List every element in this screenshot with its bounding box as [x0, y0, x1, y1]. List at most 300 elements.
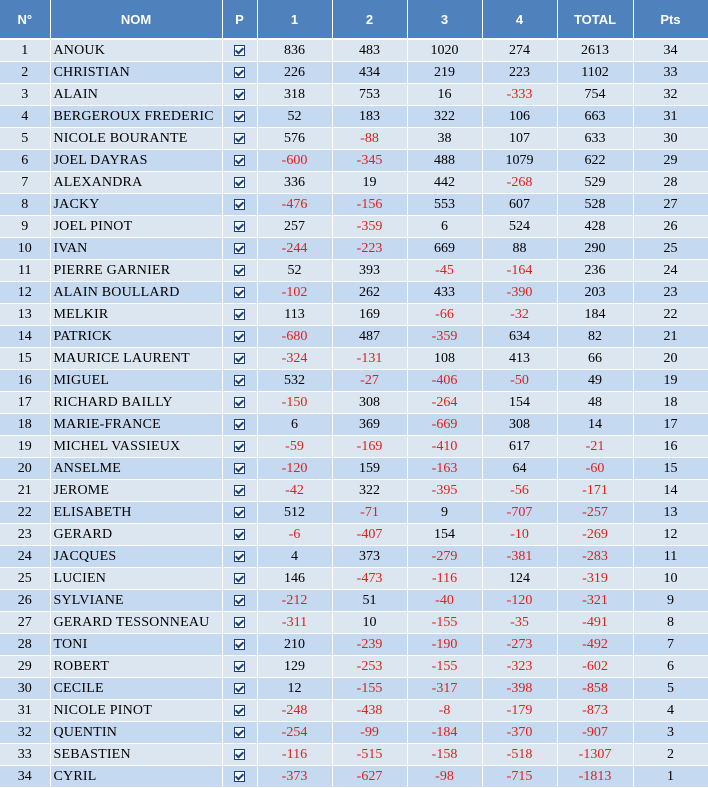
cell-round-1: 113 — [257, 304, 332, 326]
cell-name: GERARD TESSONNEAU — [50, 612, 222, 634]
cell-round-3: -40 — [407, 590, 482, 612]
cell-total: -1307 — [557, 744, 633, 766]
cell-pts: 18 — [633, 392, 708, 414]
table-row — [0, 656, 708, 678]
cell-total: 529 — [557, 172, 633, 194]
cell-round-4: -707 — [482, 502, 557, 524]
table-row — [0, 744, 708, 766]
cell-round-4: -715 — [482, 766, 557, 788]
cell-total: 184 — [557, 304, 633, 326]
cell-round-2: -156 — [332, 194, 407, 216]
cell-round-4: -179 — [482, 700, 557, 722]
cell-round-2: 169 — [332, 304, 407, 326]
cell-num: 24 — [0, 546, 50, 568]
cell-round-2: 393 — [332, 260, 407, 282]
cell-round-4: 124 — [482, 568, 557, 590]
cell-presence[interactable] — [222, 194, 257, 216]
cell-round-4: -35 — [482, 612, 557, 634]
checkbox-checked-icon[interactable] — [234, 771, 245, 782]
cell-round-4: -56 — [482, 480, 557, 502]
cell-presence[interactable] — [222, 62, 257, 84]
cell-name: MIGUEL — [50, 370, 222, 392]
cell-num: 14 — [0, 326, 50, 348]
cell-round-3: 669 — [407, 238, 482, 260]
cell-round-4: 223 — [482, 62, 557, 84]
cell-round-1: 146 — [257, 568, 332, 590]
cell-presence[interactable] — [222, 502, 257, 524]
cell-round-1: 210 — [257, 634, 332, 656]
cell-round-4: 524 — [482, 216, 557, 238]
cell-round-1: 576 — [257, 128, 332, 150]
cell-round-3: -116 — [407, 568, 482, 590]
cell-num: 10 — [0, 238, 50, 260]
cell-name: NICOLE PINOT — [50, 700, 222, 722]
table-row — [0, 458, 708, 480]
cell-total: 66 — [557, 348, 633, 370]
checkbox-checked-icon[interactable] — [234, 67, 245, 78]
table-row — [0, 524, 708, 546]
cell-round-1: -6 — [257, 524, 332, 546]
cell-round-3: 322 — [407, 106, 482, 128]
checkbox-checked-icon[interactable] — [234, 199, 245, 210]
cell-presence[interactable] — [222, 39, 257, 62]
cell-presence[interactable] — [222, 84, 257, 106]
checkbox-checked-icon[interactable] — [234, 331, 245, 342]
cell-total: 236 — [557, 260, 633, 282]
checkbox-checked-icon[interactable] — [234, 551, 245, 562]
cell-round-1: 52 — [257, 106, 332, 128]
cell-num: 12 — [0, 282, 50, 304]
cell-presence[interactable] — [222, 348, 257, 370]
cell-num: 27 — [0, 612, 50, 634]
cell-presence[interactable] — [222, 546, 257, 568]
cell-presence[interactable] — [222, 612, 257, 634]
cell-total: -907 — [557, 722, 633, 744]
cell-round-2: -438 — [332, 700, 407, 722]
cell-total: 633 — [557, 128, 633, 150]
cell-num: 3 — [0, 84, 50, 106]
cell-name: MAURICE LAURENT — [50, 348, 222, 370]
cell-name: CYRIL — [50, 766, 222, 788]
table-row — [0, 326, 708, 348]
cell-num: 7 — [0, 172, 50, 194]
cell-round-4: 107 — [482, 128, 557, 150]
cell-round-3: -66 — [407, 304, 482, 326]
cell-round-1: 12 — [257, 678, 332, 700]
cell-num: 25 — [0, 568, 50, 590]
cell-round-1: 257 — [257, 216, 332, 238]
cell-total: -492 — [557, 634, 633, 656]
cell-round-4: -398 — [482, 678, 557, 700]
cell-total: -873 — [557, 700, 633, 722]
checkbox-checked-icon[interactable] — [234, 617, 245, 628]
cell-total: -491 — [557, 612, 633, 634]
header-round-2: 2 — [332, 0, 407, 39]
checkbox-checked-icon[interactable] — [234, 287, 245, 298]
cell-total: -1813 — [557, 766, 633, 788]
cell-presence[interactable] — [222, 722, 257, 744]
cell-total: -60 — [557, 458, 633, 480]
table-row — [0, 106, 708, 128]
cell-name: ANSELME — [50, 458, 222, 480]
cell-name: MELKIR — [50, 304, 222, 326]
checkbox-checked-icon[interactable] — [234, 133, 245, 144]
table-row — [0, 304, 708, 326]
cell-round-4: -390 — [482, 282, 557, 304]
cell-round-3: -190 — [407, 634, 482, 656]
cell-pts: 24 — [633, 260, 708, 282]
cell-total: 82 — [557, 326, 633, 348]
cell-num: 21 — [0, 480, 50, 502]
cell-round-3: -359 — [407, 326, 482, 348]
header-pts: Pts — [633, 0, 708, 39]
checkbox-checked-icon[interactable] — [234, 485, 245, 496]
cell-num: 29 — [0, 656, 50, 678]
cell-presence[interactable] — [222, 216, 257, 238]
cell-presence[interactable] — [222, 392, 257, 414]
cell-round-4: -381 — [482, 546, 557, 568]
cell-round-4: -268 — [482, 172, 557, 194]
cell-pts: 5 — [633, 678, 708, 700]
cell-presence[interactable] — [222, 590, 257, 612]
cell-round-1: -150 — [257, 392, 332, 414]
cell-total: 528 — [557, 194, 633, 216]
cell-round-3: -264 — [407, 392, 482, 414]
cell-total: 622 — [557, 150, 633, 172]
cell-round-2: 322 — [332, 480, 407, 502]
cell-round-4: 413 — [482, 348, 557, 370]
table-row — [0, 634, 708, 656]
cell-total: 48 — [557, 392, 633, 414]
checkbox-checked-icon[interactable] — [234, 375, 245, 386]
cell-round-2: -71 — [332, 502, 407, 524]
cell-round-1: 532 — [257, 370, 332, 392]
cell-round-2: -253 — [332, 656, 407, 678]
cell-round-1: 6 — [257, 414, 332, 436]
cell-round-1: -248 — [257, 700, 332, 722]
checkbox-checked-icon[interactable] — [234, 265, 245, 276]
cell-name: SYLVIANE — [50, 590, 222, 612]
cell-round-3: 38 — [407, 128, 482, 150]
cell-total: 754 — [557, 84, 633, 106]
cell-pts: 19 — [633, 370, 708, 392]
cell-round-3: 108 — [407, 348, 482, 370]
cell-name: GERARD — [50, 524, 222, 546]
cell-round-2: -99 — [332, 722, 407, 744]
cell-round-2: 483 — [332, 39, 407, 62]
cell-round-3: 488 — [407, 150, 482, 172]
cell-pts: 27 — [633, 194, 708, 216]
cell-total: -171 — [557, 480, 633, 502]
cell-pts: 16 — [633, 436, 708, 458]
cell-pts: 25 — [633, 238, 708, 260]
cell-round-4: -333 — [482, 84, 557, 106]
checkbox-checked-icon[interactable] — [234, 573, 245, 584]
cell-name: QUENTIN — [50, 722, 222, 744]
checkbox-checked-icon[interactable] — [234, 661, 245, 672]
cell-round-1: -116 — [257, 744, 332, 766]
cell-round-3: 433 — [407, 282, 482, 304]
checkbox-checked-icon[interactable] — [234, 353, 245, 364]
cell-round-1: -254 — [257, 722, 332, 744]
table-row — [0, 84, 708, 106]
cell-total: 1102 — [557, 62, 633, 84]
cell-round-4: 308 — [482, 414, 557, 436]
cell-name: CECILE — [50, 678, 222, 700]
cell-total: -858 — [557, 678, 633, 700]
cell-num: 4 — [0, 106, 50, 128]
checkbox-checked-icon[interactable] — [234, 243, 245, 254]
table-row — [0, 216, 708, 238]
cell-round-3: 6 — [407, 216, 482, 238]
cell-round-4: -50 — [482, 370, 557, 392]
cell-total: -257 — [557, 502, 633, 524]
checkbox-checked-icon[interactable] — [234, 683, 245, 694]
cell-total: -319 — [557, 568, 633, 590]
cell-presence[interactable] — [222, 414, 257, 436]
cell-pts: 30 — [633, 128, 708, 150]
cell-round-2: -359 — [332, 216, 407, 238]
cell-round-3: -155 — [407, 656, 482, 678]
checkbox-checked-icon[interactable] — [234, 309, 245, 320]
cell-round-1: -373 — [257, 766, 332, 788]
checkbox-checked-icon[interactable] — [234, 155, 245, 166]
cell-total: 290 — [557, 238, 633, 260]
table-row — [0, 436, 708, 458]
checkbox-checked-icon[interactable] — [234, 111, 245, 122]
table-row — [0, 128, 708, 150]
cell-name: BERGEROUX FREDERIC — [50, 106, 222, 128]
cell-name: ALEXANDRA — [50, 172, 222, 194]
cell-round-1: 52 — [257, 260, 332, 282]
cell-presence[interactable] — [222, 172, 257, 194]
cell-presence[interactable] — [222, 436, 257, 458]
cell-presence[interactable] — [222, 260, 257, 282]
cell-round-2: -407 — [332, 524, 407, 546]
cell-num: 30 — [0, 678, 50, 700]
cell-name: MARIE-FRANCE — [50, 414, 222, 436]
cell-num: 1 — [0, 39, 50, 62]
cell-round-1: 4 — [257, 546, 332, 568]
cell-round-1: -324 — [257, 348, 332, 370]
cell-name: ALAIN — [50, 84, 222, 106]
cell-round-3: 219 — [407, 62, 482, 84]
checkbox-checked-icon[interactable] — [234, 221, 245, 232]
cell-presence[interactable] — [222, 480, 257, 502]
cell-name: SEBASTIEN — [50, 744, 222, 766]
cell-round-4: 106 — [482, 106, 557, 128]
cell-pts: 8 — [633, 612, 708, 634]
cell-presence[interactable] — [222, 678, 257, 700]
cell-presence[interactable] — [222, 282, 257, 304]
cell-total: -21 — [557, 436, 633, 458]
cell-name: LUCIEN — [50, 568, 222, 590]
cell-name: PATRICK — [50, 326, 222, 348]
cell-round-2: 10 — [332, 612, 407, 634]
header-num: N° — [0, 0, 50, 39]
header-name: NOM — [50, 0, 222, 39]
cell-name: CHRISTIAN — [50, 62, 222, 84]
cell-presence[interactable] — [222, 744, 257, 766]
cell-round-2: -223 — [332, 238, 407, 260]
table-row — [0, 370, 708, 392]
cell-total: 14 — [557, 414, 633, 436]
cell-num: 6 — [0, 150, 50, 172]
cell-pts: 26 — [633, 216, 708, 238]
table-row — [0, 700, 708, 722]
cell-pts: 31 — [633, 106, 708, 128]
cell-presence[interactable] — [222, 524, 257, 546]
table-row — [0, 282, 708, 304]
cell-num: 13 — [0, 304, 50, 326]
cell-round-2: 373 — [332, 546, 407, 568]
checkbox-checked-icon[interactable] — [234, 441, 245, 452]
cell-round-1: 129 — [257, 656, 332, 678]
header-presence: P — [222, 0, 257, 39]
cell-round-2: -155 — [332, 678, 407, 700]
checkbox-checked-icon[interactable] — [234, 639, 245, 650]
cell-round-3: -406 — [407, 370, 482, 392]
cell-presence[interactable] — [222, 106, 257, 128]
cell-name: ELISABETH — [50, 502, 222, 524]
cell-num: 22 — [0, 502, 50, 524]
table-row — [0, 62, 708, 84]
cell-round-1: -59 — [257, 436, 332, 458]
cell-presence[interactable] — [222, 656, 257, 678]
checkbox-checked-icon[interactable] — [234, 89, 245, 100]
cell-presence[interactable] — [222, 766, 257, 788]
cell-round-4: -518 — [482, 744, 557, 766]
table-row — [0, 194, 708, 216]
checkbox-checked-icon[interactable] — [234, 419, 245, 430]
checkbox-checked-icon[interactable] — [234, 705, 245, 716]
cell-round-1: 226 — [257, 62, 332, 84]
cell-round-4: -164 — [482, 260, 557, 282]
cell-presence[interactable] — [222, 700, 257, 722]
cell-total: -283 — [557, 546, 633, 568]
cell-presence[interactable] — [222, 128, 257, 150]
cell-round-2: -239 — [332, 634, 407, 656]
cell-round-1: 336 — [257, 172, 332, 194]
cell-total: 2613 — [557, 39, 633, 62]
cell-round-4: -273 — [482, 634, 557, 656]
header-round-3: 3 — [407, 0, 482, 39]
cell-round-4: -120 — [482, 590, 557, 612]
cell-round-4: -370 — [482, 722, 557, 744]
table-row — [0, 172, 708, 194]
checkbox-checked-icon[interactable] — [234, 529, 245, 540]
cell-round-3: -158 — [407, 744, 482, 766]
cell-total: 203 — [557, 282, 633, 304]
cell-round-2: -131 — [332, 348, 407, 370]
cell-name: ALAIN BOULLARD — [50, 282, 222, 304]
cell-round-3: -669 — [407, 414, 482, 436]
cell-round-2: -169 — [332, 436, 407, 458]
cell-pts: 33 — [633, 62, 708, 84]
table-row — [0, 238, 708, 260]
cell-total: 663 — [557, 106, 633, 128]
cell-num: 23 — [0, 524, 50, 546]
cell-presence[interactable] — [222, 458, 257, 480]
cell-pts: 12 — [633, 524, 708, 546]
cell-round-2: 753 — [332, 84, 407, 106]
cell-round-2: -473 — [332, 568, 407, 590]
cell-round-4: 88 — [482, 238, 557, 260]
cell-round-4: 634 — [482, 326, 557, 348]
checkbox-checked-icon[interactable] — [234, 45, 245, 56]
checkbox-checked-icon[interactable] — [234, 749, 245, 760]
cell-name: PIERRE GARNIER — [50, 260, 222, 282]
cell-round-2: 369 — [332, 414, 407, 436]
cell-round-3: -98 — [407, 766, 482, 788]
cell-presence[interactable] — [222, 150, 257, 172]
cell-presence[interactable] — [222, 568, 257, 590]
table-row — [0, 348, 708, 370]
cell-round-2: 308 — [332, 392, 407, 414]
cell-num: 18 — [0, 414, 50, 436]
cell-name: ROBERT — [50, 656, 222, 678]
cell-round-3: -45 — [407, 260, 482, 282]
cell-pts: 7 — [633, 634, 708, 656]
cell-round-3: 9 — [407, 502, 482, 524]
cell-round-4: -323 — [482, 656, 557, 678]
cell-presence[interactable] — [222, 634, 257, 656]
checkbox-checked-icon[interactable] — [234, 507, 245, 518]
cell-presence[interactable] — [222, 304, 257, 326]
cell-name: TONI — [50, 634, 222, 656]
cell-round-4: -10 — [482, 524, 557, 546]
cell-round-3: 442 — [407, 172, 482, 194]
checkbox-checked-icon[interactable] — [234, 463, 245, 474]
cell-num: 20 — [0, 458, 50, 480]
checkbox-checked-icon[interactable] — [234, 177, 245, 188]
checkbox-checked-icon[interactable] — [234, 727, 245, 738]
cell-name: JACQUES — [50, 546, 222, 568]
cell-pts: 23 — [633, 282, 708, 304]
cell-name: MICHEL VASSIEUX — [50, 436, 222, 458]
cell-name: IVAN — [50, 238, 222, 260]
cell-pts: 29 — [633, 150, 708, 172]
cell-num: 17 — [0, 392, 50, 414]
cell-round-2: 51 — [332, 590, 407, 612]
cell-num: 19 — [0, 436, 50, 458]
cell-round-1: -311 — [257, 612, 332, 634]
checkbox-checked-icon[interactable] — [234, 595, 245, 606]
table-row — [0, 392, 708, 414]
cell-round-3: -395 — [407, 480, 482, 502]
table-row — [0, 590, 708, 612]
cell-round-4: 607 — [482, 194, 557, 216]
cell-round-1: -680 — [257, 326, 332, 348]
table-row — [0, 568, 708, 590]
cell-pts: 13 — [633, 502, 708, 524]
cell-name: JOEL PINOT — [50, 216, 222, 238]
cell-presence[interactable] — [222, 326, 257, 348]
cell-pts: 15 — [633, 458, 708, 480]
header-round-4: 4 — [482, 0, 557, 39]
cell-round-3: -163 — [407, 458, 482, 480]
cell-num: 26 — [0, 590, 50, 612]
cell-pts: 2 — [633, 744, 708, 766]
cell-round-1: 512 — [257, 502, 332, 524]
cell-round-3: -184 — [407, 722, 482, 744]
cell-round-1: 318 — [257, 84, 332, 106]
cell-presence[interactable] — [222, 238, 257, 260]
cell-total: 49 — [557, 370, 633, 392]
cell-presence[interactable] — [222, 370, 257, 392]
cell-pts: 6 — [633, 656, 708, 678]
checkbox-checked-icon[interactable] — [234, 397, 245, 408]
